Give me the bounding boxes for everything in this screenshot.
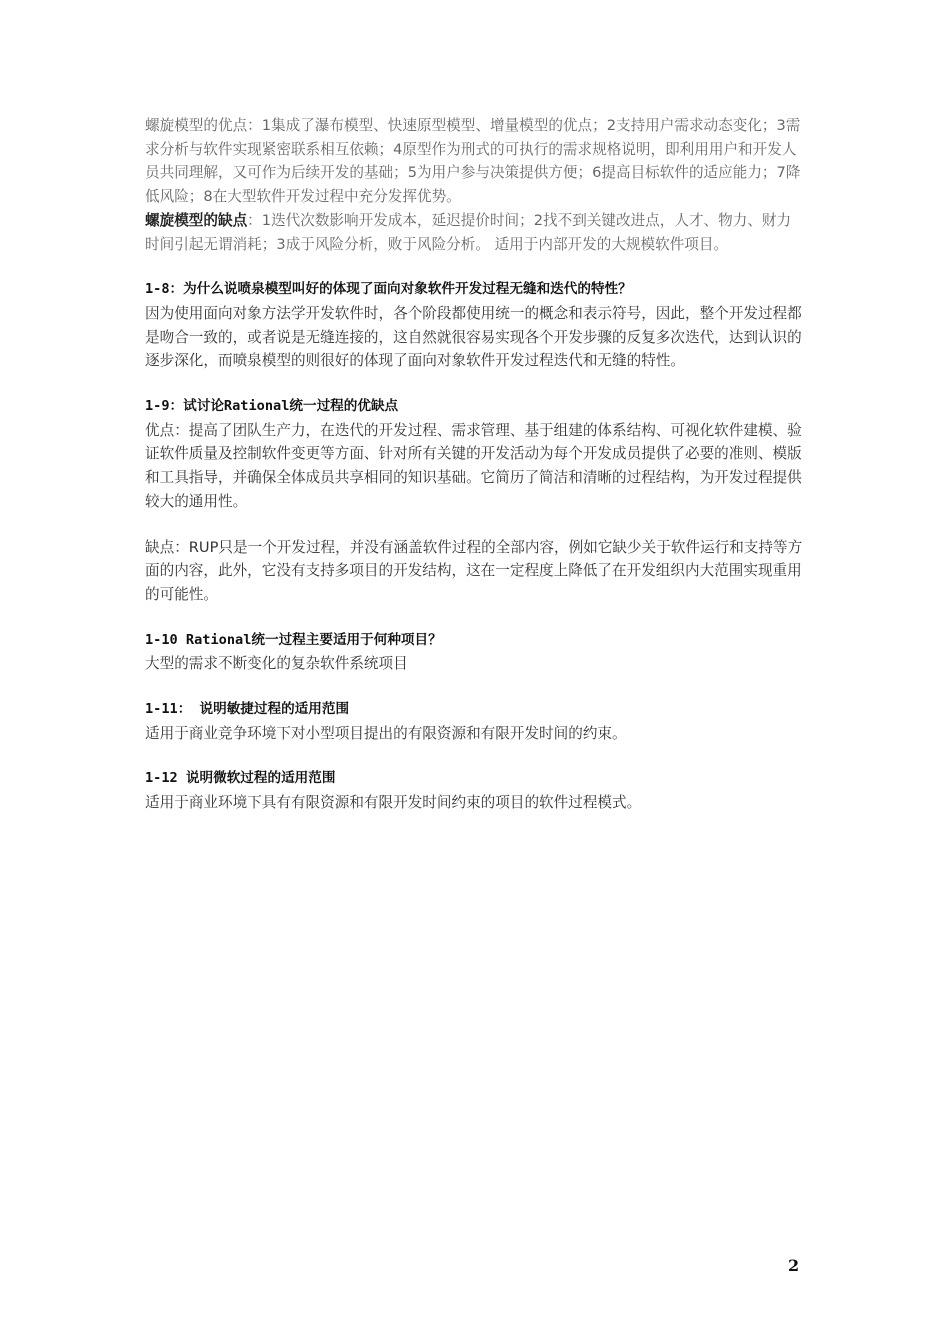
spiral-cons-label: 螺旋模型的缺点 [145,211,248,229]
question-1-9-heading: 1-9：试讨论Rational统一过程的优缺点 [145,398,399,415]
document-body [145,114,805,815]
spiral-cons-paragraph [145,209,805,256]
question-1-12-heading: 1-12 说明微软过程的适用范围 [145,770,336,787]
question-1-8-answer: 因为使用面向对象方法学开发软件时，各个阶段都使用统一的概念和表示符号，因此，整个开发过程都是吻合一致的，或者说是无缝连接的，这自然就很容易实现各个开发步骤的反复多次迭代，达到认识的逐步深化，而喷泉模型的则很好的体现了面向对象软件开发过程迭代和无缝的特性。 [145,304,802,370]
question-1-8-heading: 1-8：为什么说喷泉模型叫好的体现了面向对象软件开发过程无缝和迭代的特性？ [145,281,632,298]
question-1-12-answer: 适用于商业环境下具有有限资源和有限开发时间约束的项目的软件过程模式。 [145,794,642,812]
question-1-10-answer: 大型的需求不断变化的复杂软件系统项目 [145,655,408,673]
question-1-11-answer: 适用于商业竞争环境下对小型项目提出的有限资源和有限开发时间的约束。 [145,724,627,742]
spiral-pros-paragraph: 螺旋模型的优点：1集成了瀑布模型、快速原型模型、增量模型的优点；2支持用户需求动态变化；3需求分析与软件实现紧密联系相互依赖；4原型作为刑式的可执行的需求规格说明，即利用用户和开发人员共同理解，又可作为后续开发的基础；5为用户参与决策提供方便；6提高目标软件的适应能力；7降低风险；8在大型软件开发过程中充分发挥优势。 [145,117,801,206]
spiral-cons-text: ：1迭代次数影响开发成本，延迟提价时间；2找不到关键改进点，人才、物力、财力时间引起无谓消耗；3成于风险分析，败于风险分析。 适用于内部开发的大规模软件项目。 [145,211,792,253]
question-1-11-heading: 1-11： 说明敏捷过程的适用范围 [145,701,350,718]
page-number: 2 [788,1256,800,1275]
paragraph-gap [145,514,805,536]
question-1-10-heading: 1-10 Rational统一过程主要适用于何种项目？ [145,631,442,648]
question-1-9-pros: 优点：提高了团队生产力，在迭代的开发过程、需求管理、基于组建的体系结构、可视化软件建模、验证软件质量及控制软件变更等方面、针对所有关键的开发活动为每个开发成员提供了必要的准则、模版和工具指导，并确保全体成员共享相同的知识基础。它简历了简洁和清晰的过程结构，为开发过程提供较大的通用性。 [145,421,802,510]
question-1-9-cons: 缺点：RUP只是一个开发过程，并没有涵盖软件过程的全部内容，例如它缺少关于软件运行和支持等方面的内容，此外，它没有支持多项目的开发结构，这在一定程度上降低了在开发组织内大范围实现重用的可能性。 [145,538,803,603]
